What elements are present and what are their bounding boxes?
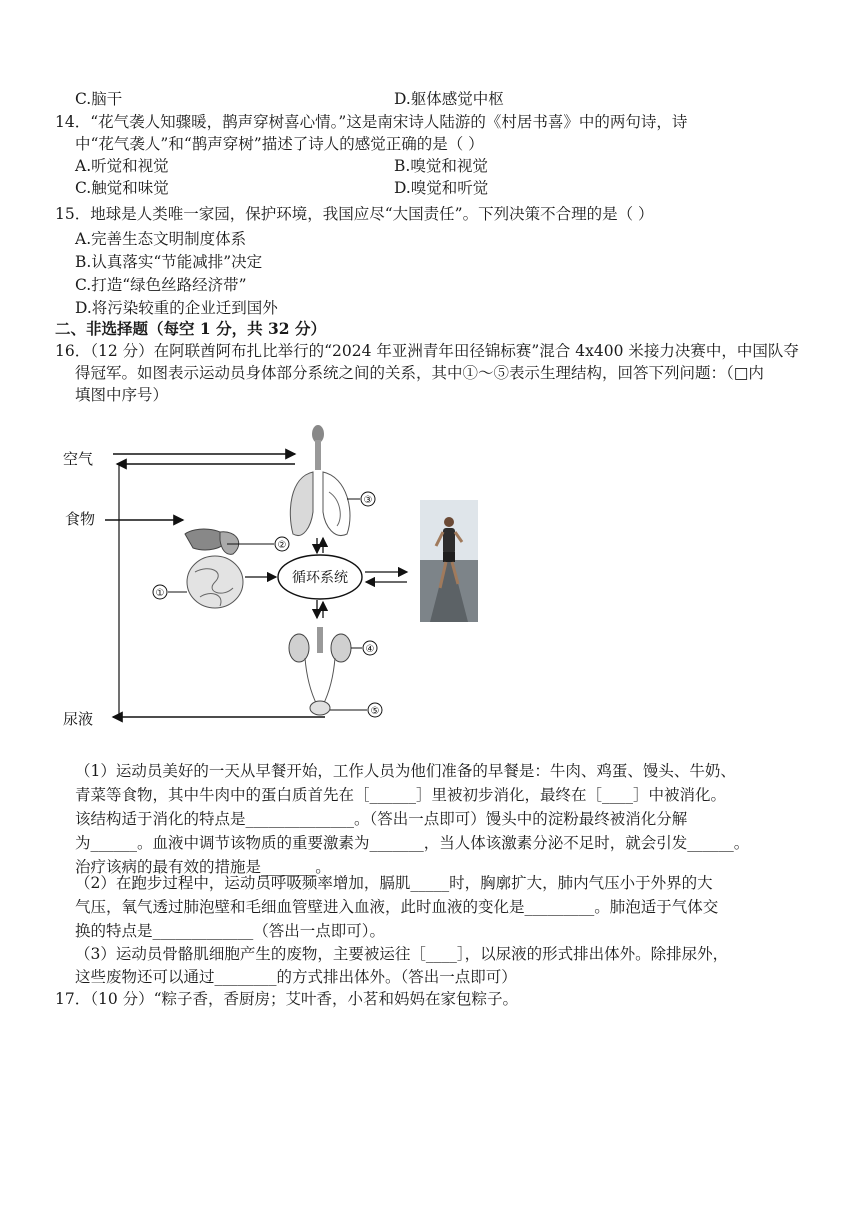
q14-stem-line-1: 14．“花气袭人知骤暖，鹊声穿树喜心情。”这是南宋诗人陆游的《村居书喜》中的两句诗，诗 bbox=[55, 113, 688, 131]
marker-5: ⑤ bbox=[370, 706, 380, 717]
q14-option-d: D.嗅觉和听觉 bbox=[394, 179, 489, 197]
q16-part1-line-3: 该结构适于消化的特点是______________。（答出一点即可）馒头中的淀粉最终被消化分解 bbox=[75, 810, 688, 828]
section-2-heading: 二、非选择题（每空 1 分，共 32 分） bbox=[55, 319, 326, 338]
marker-2: ② bbox=[277, 540, 287, 551]
q16-part2-line-1: （2）在跑步过程中，运动员呼吸频率增加，膈肌_____时，胸廓扩大，肺内气压小于外界的大 bbox=[75, 874, 713, 892]
q14-stem-line-2: 中“花气袭人”和“鹊声穿树”描述了诗人的感觉正确的是（ ） bbox=[75, 135, 484, 153]
lungs-illustration bbox=[290, 425, 350, 535]
q16-stem-line-2: 得冠军。如图表示运动员身体部分系统之间的关系，其中①～⑤表示生理结构，回答下列问题：（□内 bbox=[75, 364, 764, 382]
runner-photo bbox=[420, 500, 478, 622]
urinary-system-illustration bbox=[289, 627, 351, 715]
q16-stem-line-3: 填图中序号） bbox=[75, 386, 169, 404]
q16-stem-line-1: 16．（12 分）在阿联酋阿布扎比举行的“2024 年亚洲青年田径锦标赛”混合 4x400 米接力决赛中，中国队夺 bbox=[55, 342, 799, 360]
q16-part2-line-3: 换的特点是_____________（答出一点即可）。 bbox=[75, 922, 386, 940]
q15-option-b: B.认真落实“节能减排”决定 bbox=[75, 253, 263, 271]
label-air: 空气 bbox=[63, 450, 94, 468]
q15-option-d: D.将污染较重的企业迁到国外 bbox=[75, 299, 278, 317]
q13-option-d: D.躯体感觉中枢 bbox=[394, 90, 504, 108]
q15-option-c: C.打造“绿色丝路经济带” bbox=[75, 276, 247, 294]
q16-part1-line-4: 为______。血液中调节该物质的重要激素为_______，当人体该激素分泌不足时，就会引发______。 bbox=[75, 834, 750, 852]
q14-option-a: A.听觉和视觉 bbox=[75, 157, 169, 175]
q13-option-c: C.脑干 bbox=[75, 90, 123, 108]
marker-4: ④ bbox=[365, 644, 375, 655]
q16-part1-line-1: （1）运动员美好的一天从早餐开始，工作人员为他们准备的早餐是：牛肉、鸡蛋、馒头、牛奶、 bbox=[75, 762, 736, 780]
label-food: 食物 bbox=[65, 510, 96, 528]
q14-option-c: C.触觉和味觉 bbox=[75, 179, 169, 197]
q16-part3-line-1: （3）运动员骨骼肌细胞产生的废物，主要被运往［____］，以尿液的形式排出体外。除排尿外， bbox=[75, 945, 729, 963]
marker-3: ③ bbox=[363, 495, 373, 506]
q16-part1-line-5: 治疗该病的最有效的措施是_______。 bbox=[75, 858, 331, 876]
marker-1: ① bbox=[155, 588, 165, 599]
q15-stem: 15．地球是人类唯一家园，保护环境，我国应尽“大国责任”。下列决策不合理的是（ ） bbox=[55, 205, 654, 223]
q16-part2-line-2: 气压，氧气透过肺泡壁和毛细血管壁进入血液，此时血液的变化是_________。肺泡适于气体交 bbox=[75, 898, 719, 916]
circulatory-system-label: 循环系统 bbox=[292, 570, 348, 586]
q16-part1-line-2: 青菜等食物，其中牛肉中的蛋白质首先在［______］里被初步消化，最终在［____］中被消化。 bbox=[75, 786, 727, 804]
q15-option-a: A.完善生态文明制度体系 bbox=[75, 230, 247, 248]
label-urine: 尿液 bbox=[63, 710, 94, 728]
digestive-system-illustration bbox=[185, 529, 243, 608]
q17-stem: 17．（10 分）“粽子香，香厨房；艾叶香，小茗和妈妈在家包粽子。 bbox=[55, 990, 519, 1008]
q16-part3-line-2: 这些废物还可以通过________的方式排出体外。（答出一点即可） bbox=[75, 968, 517, 986]
q14-option-b: B.嗅觉和视觉 bbox=[394, 157, 488, 175]
